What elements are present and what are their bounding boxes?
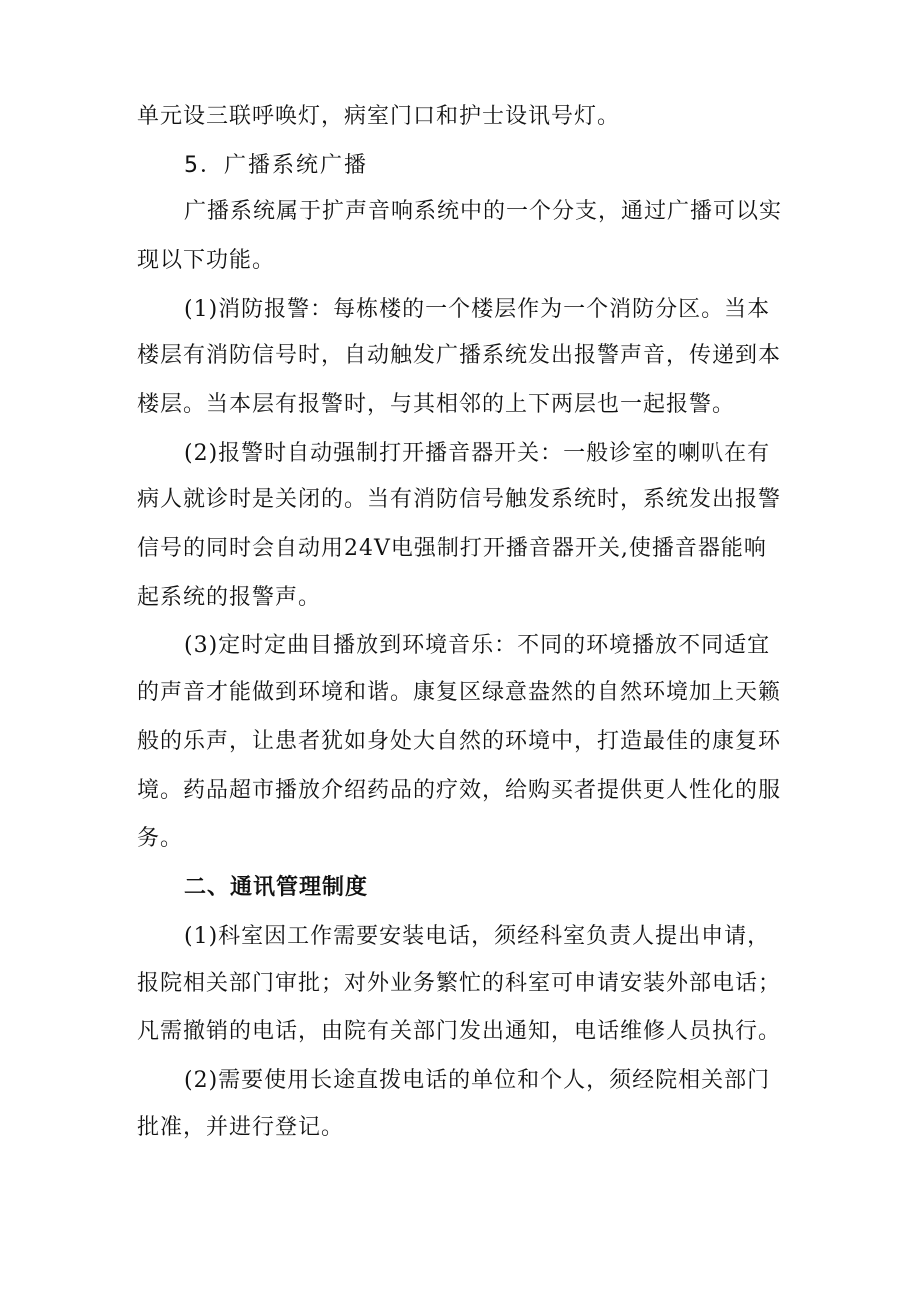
paragraph-line: 批准，并进行登记。: [137, 1115, 345, 1140]
paragraph-line: 起系统的报警声。: [137, 585, 322, 610]
list-item-line: (3)定时定曲目播放到环境音乐：不同的环境播放不同适宜: [184, 633, 771, 658]
paragraph-line: 务。: [137, 826, 184, 851]
paragraph-line: 的声音才能做到环境和谐。康复区绿意盎然的自然环境加上天籁: [137, 680, 782, 705]
paragraph-line: 楼层有消防信号时，自动触发广播系统发出报警声音，传递到本: [137, 343, 782, 368]
paragraph-line: 信号的同时会自动用24V电强制打开播音器开关,使播音器能响: [137, 536, 767, 561]
paragraph-line: 广播系统属于扩声音响系统中的一个分支，通过广播可以实: [184, 199, 783, 224]
paragraph-line: 楼层。当本层有报警时，与其相邻的上下两层也一起报警。: [137, 392, 736, 417]
paragraph-line: 凡需撤销的电话，由院有关部门发出通知，电话维修人员执行。: [137, 1019, 782, 1044]
paragraph-line: 病人就诊时是关闭的。当有消防信号触发系统时，系统发出报警: [137, 487, 782, 512]
list-item-line: (1)消防报警：每栋楼的一个楼层作为一个消防分区。当本: [184, 297, 771, 322]
paragraph-line: 现以下功能。: [137, 248, 276, 273]
section-heading: 二、通讯管理制度: [184, 875, 369, 900]
list-item-line: (1)科室因工作需要安装电话，须经科室负责人提出申请，: [184, 924, 771, 949]
paragraph-line: 报院相关部门审批；对外业务繁忙的科室可申请安装外部电话；: [137, 971, 782, 996]
paragraph-line: 般的乐声，让患者犹如身处大自然的环境中，打造最佳的康复环: [137, 729, 782, 754]
list-item-line: (2)报警时自动强制打开播音器开关：一般诊室的喇叭在有: [184, 441, 771, 466]
paragraph-line: 单元设三联呼唤灯，病室门口和护士设讯号灯。: [137, 104, 621, 129]
list-item-line: (2)需要使用长途直拨电话的单位和个人，须经院相关部门: [184, 1068, 771, 1093]
section-heading: 5．广播系统广播: [184, 153, 368, 178]
paragraph-line: 境。药品超市播放介绍药品的疗效，给购买者提供更人性化的服: [137, 778, 782, 803]
